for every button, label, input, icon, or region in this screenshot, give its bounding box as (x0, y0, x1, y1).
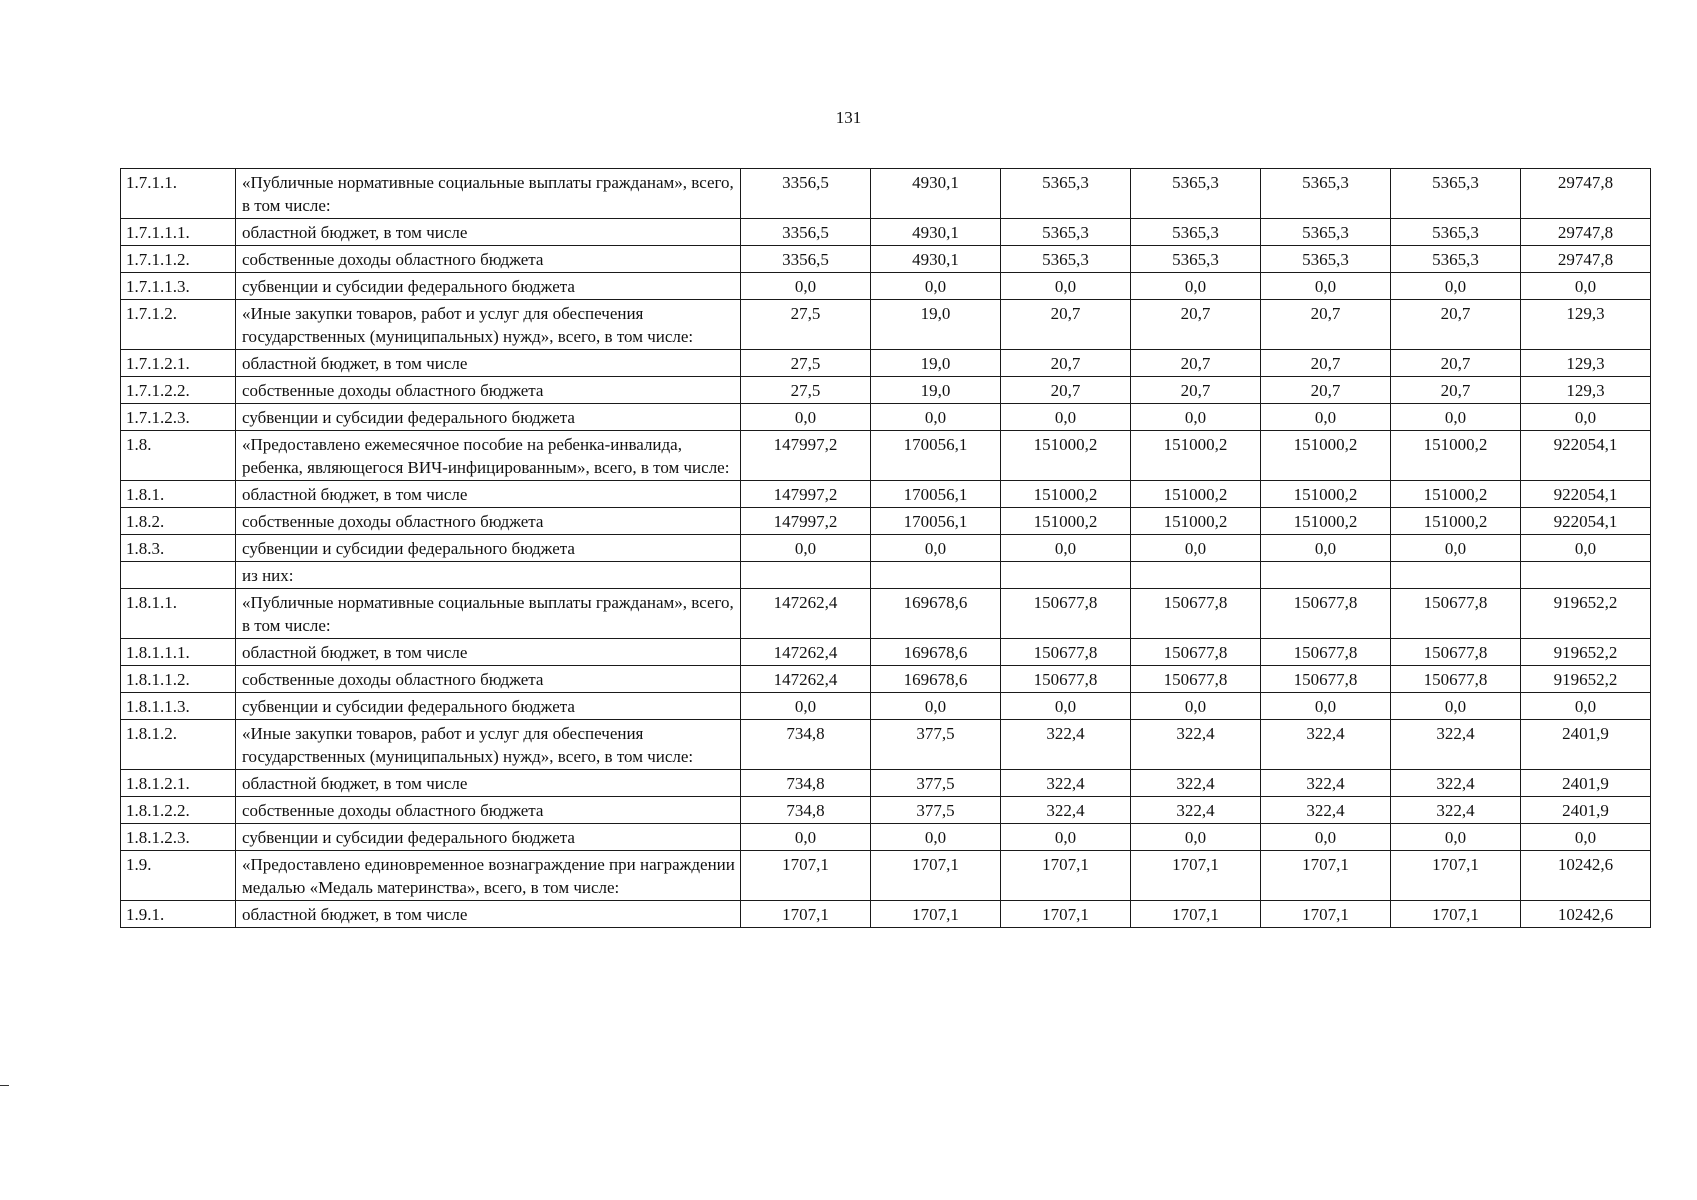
row-year-value: 1707,1 (1001, 901, 1131, 928)
row-year-value: 5365,3 (1001, 219, 1131, 246)
row-total-value: 919652,2 (1521, 639, 1651, 666)
row-year-value: 0,0 (1001, 824, 1131, 851)
table-row (121, 824, 1651, 851)
table-row (121, 300, 1651, 350)
row-total-value: 10242,6 (1521, 851, 1651, 901)
row-year-value: 734,8 (741, 797, 871, 824)
row-description: «Публичные нормативные социальные выплаты гражданам», всего, в том числе: (236, 589, 741, 639)
row-description: субвенции и субсидии федерального бюджета (236, 404, 741, 431)
row-year-value: 20,7 (1001, 300, 1131, 350)
row-year-value: 5365,3 (1001, 246, 1131, 273)
row-year-value: 0,0 (1391, 404, 1521, 431)
row-code: 1.7.1.1.3. (121, 273, 236, 300)
row-year-value: 1707,1 (871, 851, 1001, 901)
row-code: 1.7.1.2.3. (121, 404, 236, 431)
row-year-value: 151000,2 (1261, 508, 1391, 535)
row-year-value (1001, 562, 1131, 589)
table-row (121, 481, 1651, 508)
row-total-value: 2401,9 (1521, 720, 1651, 770)
row-description: субвенции и субсидии федерального бюджета (236, 535, 741, 562)
table-row (121, 219, 1651, 246)
scan-mark (0, 1085, 9, 1086)
row-year-value: 1707,1 (1131, 851, 1261, 901)
row-year-value: 0,0 (1261, 404, 1391, 431)
row-year-value: 5365,3 (1391, 219, 1521, 246)
row-year-value: 734,8 (741, 720, 871, 770)
row-year-value: 0,0 (1001, 535, 1131, 562)
row-year-value: 20,7 (1261, 377, 1391, 404)
row-year-value: 0,0 (741, 273, 871, 300)
row-year-value: 170056,1 (871, 431, 1001, 481)
row-year-value: 0,0 (741, 535, 871, 562)
row-year-value: 150677,8 (1001, 589, 1131, 639)
row-year-value: 0,0 (871, 404, 1001, 431)
row-year-value: 0,0 (1391, 824, 1521, 851)
row-total-value: 29747,8 (1521, 246, 1651, 273)
row-year-value: 19,0 (871, 377, 1001, 404)
table-row (121, 273, 1651, 300)
row-year-value: 27,5 (741, 350, 871, 377)
row-year-value: 5365,3 (1131, 246, 1261, 273)
row-description: собственные доходы областного бюджета (236, 508, 741, 535)
row-year-value: 377,5 (871, 797, 1001, 824)
row-description: областной бюджет, в том числе (236, 901, 741, 928)
row-year-value: 322,4 (1001, 770, 1131, 797)
row-code: 1.8. (121, 431, 236, 481)
row-year-value: 147262,4 (741, 639, 871, 666)
row-code: 1.7.1.1.2. (121, 246, 236, 273)
row-code: 1.8.1.1.3. (121, 693, 236, 720)
row-year-value: 322,4 (1391, 770, 1521, 797)
row-year-value: 322,4 (1131, 797, 1261, 824)
row-year-value: 20,7 (1131, 350, 1261, 377)
row-year-value: 151000,2 (1261, 431, 1391, 481)
row-total-value: 922054,1 (1521, 431, 1651, 481)
row-total-value: 2401,9 (1521, 770, 1651, 797)
row-description: «Предоставлено единовременное вознаграждение при награждении медалью «Медаль материнства», всего, в том числе: (236, 851, 741, 901)
row-year-value: 3356,5 (741, 246, 871, 273)
table-row (121, 508, 1651, 535)
row-year-value: 19,0 (871, 350, 1001, 377)
row-code: 1.8.1.2.1. (121, 770, 236, 797)
row-year-value: 1707,1 (1391, 901, 1521, 928)
row-year-value: 147262,4 (741, 666, 871, 693)
row-year-value: 0,0 (1131, 404, 1261, 431)
row-year-value: 20,7 (1001, 377, 1131, 404)
table-row (121, 589, 1651, 639)
row-year-value: 150677,8 (1261, 666, 1391, 693)
row-description: областной бюджет, в том числе (236, 481, 741, 508)
row-year-value: 1707,1 (1261, 901, 1391, 928)
row-year-value: 0,0 (871, 535, 1001, 562)
row-code: 1.8.1.1.2. (121, 666, 236, 693)
row-year-value: 20,7 (1131, 300, 1261, 350)
row-year-value: 322,4 (1261, 720, 1391, 770)
row-year-value: 150677,8 (1131, 666, 1261, 693)
row-year-value: 20,7 (1391, 350, 1521, 377)
row-year-value: 5365,3 (1261, 219, 1391, 246)
row-year-value: 0,0 (1391, 693, 1521, 720)
row-year-value: 20,7 (1261, 350, 1391, 377)
row-description: субвенции и субсидии федерального бюджета (236, 273, 741, 300)
row-year-value: 322,4 (1261, 770, 1391, 797)
row-code: 1.8.3. (121, 535, 236, 562)
row-code: 1.8.1.1. (121, 589, 236, 639)
row-year-value: 1707,1 (1261, 851, 1391, 901)
row-year-value: 322,4 (1391, 720, 1521, 770)
row-year-value: 4930,1 (871, 246, 1001, 273)
row-total-value: 2401,9 (1521, 797, 1651, 824)
row-description: собственные доходы областного бюджета (236, 246, 741, 273)
row-year-value: 151000,2 (1001, 481, 1131, 508)
row-year-value: 0,0 (1261, 273, 1391, 300)
row-year-value: 3356,5 (741, 169, 871, 219)
row-code: 1.7.1.1.1. (121, 219, 236, 246)
row-year-value (1261, 562, 1391, 589)
row-year-value: 169678,6 (871, 639, 1001, 666)
row-year-value: 0,0 (1131, 535, 1261, 562)
row-year-value: 150677,8 (1391, 666, 1521, 693)
table-row (121, 562, 1651, 589)
row-year-value: 0,0 (871, 693, 1001, 720)
row-year-value: 322,4 (1131, 720, 1261, 770)
table-row (121, 693, 1651, 720)
table-row (121, 770, 1651, 797)
table-body (121, 169, 1651, 928)
row-total-value: 919652,2 (1521, 589, 1651, 639)
row-code: 1.8.1.2.2. (121, 797, 236, 824)
row-year-value: 377,5 (871, 720, 1001, 770)
row-year-value: 5365,3 (1131, 219, 1261, 246)
row-year-value: 1707,1 (1391, 851, 1521, 901)
row-year-value: 151000,2 (1001, 431, 1131, 481)
row-year-value: 150677,8 (1261, 639, 1391, 666)
row-year-value: 1707,1 (1001, 851, 1131, 901)
row-year-value: 150677,8 (1001, 639, 1131, 666)
table-row (121, 901, 1651, 928)
row-year-value: 5365,3 (1001, 169, 1131, 219)
row-code: 1.8.1.2. (121, 720, 236, 770)
row-year-value: 0,0 (1131, 693, 1261, 720)
row-code: 1.7.1.2. (121, 300, 236, 350)
row-total-value: 0,0 (1521, 404, 1651, 431)
row-year-value: 151000,2 (1391, 481, 1521, 508)
row-description: областной бюджет, в том числе (236, 639, 741, 666)
row-total-value: 29747,8 (1521, 219, 1651, 246)
row-year-value: 150677,8 (1391, 639, 1521, 666)
row-year-value: 0,0 (741, 693, 871, 720)
row-year-value: 20,7 (1391, 377, 1521, 404)
row-year-value: 322,4 (1391, 797, 1521, 824)
row-year-value: 4930,1 (871, 169, 1001, 219)
row-description: «Предоставлено ежемесячное пособие на ребенка-инвалида, ребенка, являющегося ВИЧ-инфицированным», всего, в том числе: (236, 431, 741, 481)
row-year-value: 322,4 (1001, 797, 1131, 824)
row-total-value: 29747,8 (1521, 169, 1651, 219)
row-year-value: 20,7 (1001, 350, 1131, 377)
row-description: областной бюджет, в том числе (236, 219, 741, 246)
row-description: областной бюджет, в том числе (236, 770, 741, 797)
row-year-value: 0,0 (1261, 693, 1391, 720)
table-row (121, 431, 1651, 481)
table-row (121, 797, 1651, 824)
row-code: 1.9. (121, 851, 236, 901)
table-row (121, 169, 1651, 219)
row-year-value: 20,7 (1131, 377, 1261, 404)
row-year-value: 0,0 (1001, 693, 1131, 720)
row-year-value: 322,4 (1131, 770, 1261, 797)
row-year-value: 734,8 (741, 770, 871, 797)
table-row (121, 246, 1651, 273)
budget-table (120, 168, 1651, 928)
row-year-value: 150677,8 (1001, 666, 1131, 693)
row-year-value: 4930,1 (871, 219, 1001, 246)
row-year-value: 150677,8 (1261, 589, 1391, 639)
row-total-value: 129,3 (1521, 377, 1651, 404)
row-description: собственные доходы областного бюджета (236, 797, 741, 824)
row-year-value: 0,0 (1131, 824, 1261, 851)
row-total-value: 0,0 (1521, 535, 1651, 562)
row-year-value: 19,0 (871, 300, 1001, 350)
row-year-value: 147997,2 (741, 431, 871, 481)
row-year-value: 169678,6 (871, 666, 1001, 693)
row-year-value: 20,7 (1261, 300, 1391, 350)
table-row (121, 639, 1651, 666)
row-description: субвенции и субсидии федерального бюджета (236, 693, 741, 720)
row-total-value: 129,3 (1521, 300, 1651, 350)
row-year-value: 3356,5 (741, 219, 871, 246)
row-description: из них: (236, 562, 741, 589)
row-year-value: 0,0 (871, 273, 1001, 300)
row-description: «Иные закупки товаров, работ и услуг для обеспечения государственных (муниципальных) нужд», всего, в том числе: (236, 300, 741, 350)
row-year-value: 5365,3 (1261, 246, 1391, 273)
row-description: собственные доходы областного бюджета (236, 377, 741, 404)
row-year-value: 147997,2 (741, 481, 871, 508)
row-year-value: 151000,2 (1131, 481, 1261, 508)
row-year-value: 0,0 (871, 824, 1001, 851)
row-year-value: 170056,1 (871, 508, 1001, 535)
row-year-value (1391, 562, 1521, 589)
row-year-value: 151000,2 (1001, 508, 1131, 535)
row-year-value: 5365,3 (1261, 169, 1391, 219)
row-year-value: 151000,2 (1131, 508, 1261, 535)
row-year-value: 322,4 (1001, 720, 1131, 770)
row-total-value: 10242,6 (1521, 901, 1651, 928)
row-code (121, 562, 236, 589)
row-description: собственные доходы областного бюджета (236, 666, 741, 693)
row-code: 1.8.1.2.3. (121, 824, 236, 851)
row-description: «Иные закупки товаров, работ и услуг для обеспечения государственных (муниципальных) нужд», всего, в том числе: (236, 720, 741, 770)
row-year-value: 151000,2 (1391, 431, 1521, 481)
row-year-value: 1707,1 (871, 901, 1001, 928)
row-code: 1.7.1.2.1. (121, 350, 236, 377)
row-code: 1.9.1. (121, 901, 236, 928)
table-row (121, 377, 1651, 404)
row-total-value: 0,0 (1521, 693, 1651, 720)
row-year-value: 150677,8 (1131, 589, 1261, 639)
row-year-value: 150677,8 (1131, 639, 1261, 666)
row-code: 1.8.1. (121, 481, 236, 508)
row-year-value: 0,0 (741, 404, 871, 431)
row-total-value: 922054,1 (1521, 508, 1651, 535)
row-year-value: 0,0 (1261, 824, 1391, 851)
row-year-value: 150677,8 (1391, 589, 1521, 639)
row-year-value: 20,7 (1391, 300, 1521, 350)
row-year-value (1131, 562, 1261, 589)
row-year-value (741, 562, 871, 589)
row-year-value: 27,5 (741, 300, 871, 350)
table-row (121, 350, 1651, 377)
row-year-value: 0,0 (1001, 273, 1131, 300)
row-year-value: 147997,2 (741, 508, 871, 535)
row-year-value: 0,0 (1131, 273, 1261, 300)
row-year-value: 169678,6 (871, 589, 1001, 639)
row-total-value: 0,0 (1521, 273, 1651, 300)
row-year-value: 151000,2 (1391, 508, 1521, 535)
row-year-value: 0,0 (1391, 535, 1521, 562)
row-year-value: 322,4 (1261, 797, 1391, 824)
row-code: 1.8.2. (121, 508, 236, 535)
row-year-value: 377,5 (871, 770, 1001, 797)
row-total-value (1521, 562, 1651, 589)
row-year-value: 1707,1 (1131, 901, 1261, 928)
row-year-value: 1707,1 (741, 901, 871, 928)
row-description: областной бюджет, в том числе (236, 350, 741, 377)
page-number: 131 (835, 108, 862, 127)
row-year-value: 151000,2 (1131, 431, 1261, 481)
row-year-value: 0,0 (1261, 535, 1391, 562)
row-code: 1.7.1.2.2. (121, 377, 236, 404)
row-year-value: 5365,3 (1391, 246, 1521, 273)
table-row (121, 535, 1651, 562)
row-total-value: 129,3 (1521, 350, 1651, 377)
row-description: «Публичные нормативные социальные выплаты гражданам», всего, в том числе: (236, 169, 741, 219)
table-row (121, 404, 1651, 431)
row-year-value: 147262,4 (741, 589, 871, 639)
row-year-value: 5365,3 (1131, 169, 1261, 219)
row-year-value: 151000,2 (1261, 481, 1391, 508)
row-year-value: 0,0 (1001, 404, 1131, 431)
row-description: субвенции и субсидии федерального бюджета (236, 824, 741, 851)
row-year-value: 27,5 (741, 377, 871, 404)
row-year-value: 0,0 (741, 824, 871, 851)
row-total-value: 0,0 (1521, 824, 1651, 851)
row-year-value: 0,0 (1391, 273, 1521, 300)
row-code: 1.8.1.1.1. (121, 639, 236, 666)
table-row (121, 720, 1651, 770)
row-year-value: 1707,1 (741, 851, 871, 901)
row-code: 1.7.1.1. (121, 169, 236, 219)
row-year-value: 5365,3 (1391, 169, 1521, 219)
row-year-value (871, 562, 1001, 589)
table-row (121, 851, 1651, 901)
row-total-value: 922054,1 (1521, 481, 1651, 508)
row-total-value: 919652,2 (1521, 666, 1651, 693)
row-year-value: 170056,1 (871, 481, 1001, 508)
table-row (121, 666, 1651, 693)
